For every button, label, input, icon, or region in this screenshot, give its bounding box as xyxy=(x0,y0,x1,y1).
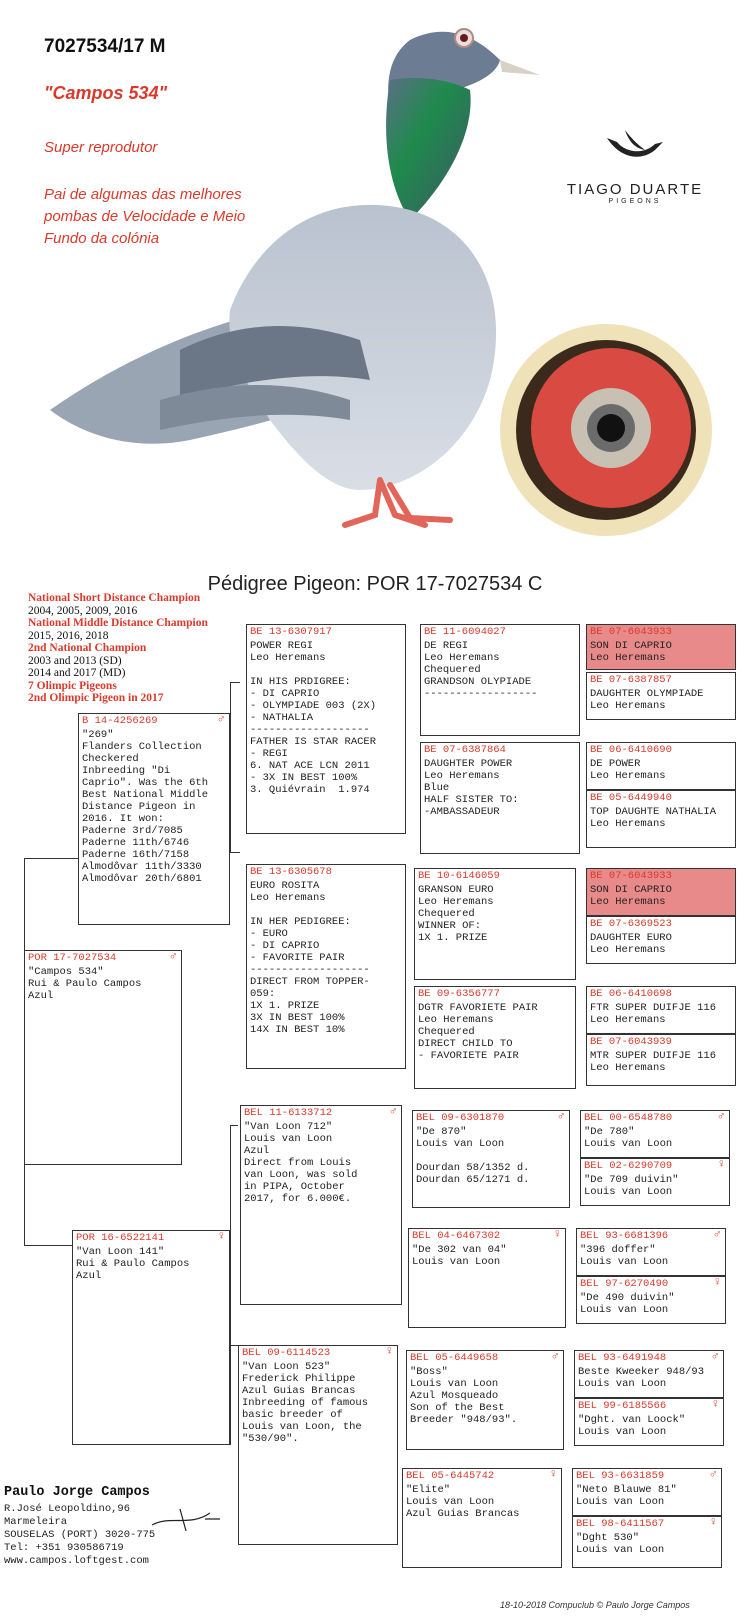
pigeon-info: DAUGHTER OLYMPIADE Leo Heremans xyxy=(590,688,704,712)
male-icon: ♂ xyxy=(717,1109,725,1123)
pedigree-ddd xyxy=(402,1468,562,1568)
pedigree-sire-dam xyxy=(246,864,406,1069)
pigeon-info: MTR SUPER DUIFJE 116 Leo Heremans xyxy=(590,1050,717,1074)
pedigree-gen4-box xyxy=(574,1398,724,1446)
description: Pai de algumas das melhores pombas de Velocidade e Meio Fundo da colónia xyxy=(44,186,246,247)
ring: BEL 99-6185566 xyxy=(578,1400,667,1412)
ring: BEL 05-6449658 xyxy=(410,1352,499,1364)
breeder-name: Paulo Jorge Campos xyxy=(4,1485,150,1500)
ring: BE 09-6356777 xyxy=(418,988,500,1000)
title-years: 2004, 2005, 2009, 2016 xyxy=(28,604,138,617)
signature xyxy=(150,1505,230,1535)
pigeon-info: GRANSON EURO Leo Heremans Chequered WINNER OF: 1X 1. PRIZE xyxy=(418,884,494,944)
pigeon-info: DAUGHTER EURO Leo Heremans xyxy=(590,932,672,956)
female-icon: ♀ xyxy=(717,1157,725,1171)
title-years: 2015, 2016, 2018 xyxy=(28,629,109,642)
title-item: National Short Distance Champion xyxy=(28,592,201,604)
pedigree-dsd xyxy=(408,1228,566,1328)
pedigree-gen4-box xyxy=(586,672,736,720)
ring: BE 07-6369523 xyxy=(590,918,672,930)
ring: BE 06-6410690 xyxy=(590,744,672,756)
female-icon: ♀ xyxy=(217,1229,225,1243)
pedigree-gen4-box xyxy=(586,742,736,790)
female-icon: ♀ xyxy=(711,1397,719,1411)
male-icon: ♂ xyxy=(713,1227,721,1241)
pigeon-info: "Van Loon 141" Rui & Paulo Campos Azul xyxy=(76,1246,190,1282)
pigeon-photo xyxy=(30,20,550,540)
ring: BE 05-6449940 xyxy=(590,792,672,804)
female-icon: ♀ xyxy=(553,1227,561,1241)
pedigree-sss xyxy=(420,624,580,736)
ring: BEL 00-6548780 xyxy=(584,1112,673,1124)
pigeon-info: EURO ROSITA Leo Heremans IN HER PEDIGREE: - EURO - DI CAPRIO - FAVORITE PAIR ------------------- DIRECT FROM TOPPER- 059: 1X 1. PRIZE 3X IN BEST 100% 14X IN BEST 10% xyxy=(250,880,370,1036)
ring: BE 13-6305678 xyxy=(250,866,332,878)
print-stamp: 18-10-2018 Compuclub © Paulo Jorge Campos xyxy=(500,1600,690,1610)
ring: BE 13-6307917 xyxy=(250,626,332,638)
female-icon: ♀ xyxy=(713,1275,721,1289)
eye-photo xyxy=(495,320,717,540)
title-item: 7 Olimpic Pigeons xyxy=(28,679,117,692)
ring: BEL 93-6491948 xyxy=(578,1352,667,1364)
male-icon: ♂ xyxy=(557,1109,565,1123)
ring: BEL 97-6270490 xyxy=(580,1278,669,1290)
ring: BEL 04-6467302 xyxy=(412,1230,501,1242)
female-icon: ♀ xyxy=(549,1467,557,1481)
pigeon-info: "396 doffer" Louis van Loon xyxy=(580,1244,669,1268)
pedigree-dam-dam xyxy=(238,1345,398,1545)
male-icon: ♂ xyxy=(217,712,225,726)
pigeon-info: DGTR FAVORIETE PAIR Leo Heremans Chequered DIRECT CHILD TO - FAVORIETE PAIR xyxy=(418,1002,538,1062)
pigeon-info: "Elite" Louis van Loon Azul Guias Brancas xyxy=(406,1484,520,1520)
pigeon-info: DE REGI Leo Heremans Chequered GRANDSON OLYPIADE ------------------ xyxy=(424,640,538,700)
titles-list xyxy=(28,592,208,705)
pedigree-sds xyxy=(414,868,576,980)
title-years: 2003 and 2013 (SD) 2014 and 2017 (MD) xyxy=(28,654,126,679)
pigeon-info: Beste Kweeker 948/93 Louis van Loon xyxy=(578,1366,705,1390)
pedigree-sire-sire xyxy=(246,624,406,834)
pedigree-gen4-box xyxy=(586,916,736,964)
pigeon-info: FTR SUPER DUIFJE 116 Leo Heremans xyxy=(590,1002,717,1026)
pedigree-gen4-box xyxy=(580,1110,730,1158)
dove-icon xyxy=(605,128,665,170)
pigeon-info: "Dght 530" Louis van Loon xyxy=(576,1532,665,1556)
ring: BEL 05-6445742 xyxy=(406,1470,495,1482)
breeder-address: R.José Leopoldino,96 Marmeleira SOUSELAS (PORT) 3020-775 Tel: +351 930586719 www.campos.loftgest.com xyxy=(4,1503,156,1567)
female-icon: ♀ xyxy=(709,1515,717,1529)
ring: BEL 98-6411567 xyxy=(576,1518,665,1530)
ring: BE 07-6043933 xyxy=(590,870,672,882)
pigeon-info: POWER REGI Leo Heremans IN HIS PRDIGREE: - DI CAPRIO - OLYMPIADE 003 (2X) - NATHALIA ------------------- FATHER IS STAR RACER - REGI 6. NAT ACE LCN 2011 - 3X IN BEST 100% 3. Quiévrain 1.974 xyxy=(250,640,377,796)
ring-number: 7027534/17 M xyxy=(44,36,166,57)
ring: BE 07-6043939 xyxy=(590,1036,672,1048)
pedigree-gen4-box xyxy=(572,1516,722,1568)
pedigree-title: Pédigree Pigeon: POR 17-7027534 C xyxy=(207,573,543,595)
pigeon-info: SON DI CAPRIO Leo Heremans xyxy=(590,640,672,664)
ring: BEL 93-6681396 xyxy=(580,1230,669,1242)
ring: BEL 09-6301870 xyxy=(416,1112,505,1124)
pedigree-dss xyxy=(412,1110,570,1208)
pedigree-dam xyxy=(72,1230,230,1445)
pedigree-subject xyxy=(24,950,182,1165)
ring: POR 17-7027534 xyxy=(28,952,117,964)
pigeon-info: "De 302 van 04" Louis van Loon xyxy=(412,1244,507,1268)
pedigree-sdd xyxy=(414,986,576,1089)
pedigree-gen4-box xyxy=(586,624,736,670)
pigeon-info: DE POWER Leo Heremans xyxy=(590,758,666,782)
pigeon-info: "De 490 duivin" Louis van Loon xyxy=(580,1292,675,1316)
ring: B 14-4256269 xyxy=(82,715,158,727)
pedigree-gen4-box xyxy=(586,1034,736,1086)
pedigree-gen4-box xyxy=(576,1228,726,1276)
ring: BE 07-6043933 xyxy=(590,626,672,638)
pedigree-gen4-box xyxy=(574,1350,724,1398)
pigeon-name: "Campos 534" xyxy=(44,83,168,103)
pigeon-info: "Dght. van Loock" Louis van Loon xyxy=(578,1414,686,1438)
male-icon: ♂ xyxy=(169,949,177,963)
pigeon-info: "269" Flanders Collection Checkered Inbreeding "Di Caprio". Was the 6th Best National Middle Distance Pigeon in 2016. It won: Paderne 3rd/7085 Paderne 11th/6746 Paderne 16th/7158 Almodôvar 11th/3330 Almodôvar 20th/6801 xyxy=(82,729,209,885)
pedigree-gen4-box xyxy=(586,790,736,848)
pigeon-info: "Van Loon 523" Frederick Philippe Azul Guias Brancas Inbreeding of famous basic breeder of Louis van Loon, the "530/90". xyxy=(242,1361,369,1445)
ring: BE 07-6387864 xyxy=(424,744,506,756)
pedigree-gen4-box xyxy=(586,868,736,916)
ring: BEL 02-6290709 xyxy=(584,1160,673,1172)
pigeon-info: "Boss" Louis van Loon Azul Mosqueado Son of the Best Breeder "948/93". xyxy=(410,1366,518,1426)
ring: BEL 11-6133712 xyxy=(244,1107,333,1119)
pigeon-info: "De 870" Louis van Loon Dourdan 58/1352 d. Dourdan 65/1271 d. xyxy=(416,1126,530,1186)
pigeon-info: SON DI CAPRIO Leo Heremans xyxy=(590,884,672,908)
pedigree-ssd xyxy=(420,742,580,854)
ring: BEL 93-6631859 xyxy=(576,1470,665,1482)
ring: POR 16-6522141 xyxy=(76,1232,165,1244)
pigeon-info: "De 780" Louis van Loon xyxy=(584,1126,673,1150)
title-item: 2nd National Champion xyxy=(28,642,147,654)
title-item: 2nd Olimpic Pigeon in 2017 xyxy=(28,692,164,704)
subtitle: Super reprodutor xyxy=(44,139,158,156)
brand-logo xyxy=(560,128,710,205)
male-icon: ♂ xyxy=(711,1349,719,1363)
pedigree-gen4-box xyxy=(572,1468,722,1516)
brand-name: TIAGO DUARTE xyxy=(566,181,704,198)
pigeon-info: "Van Loon 712" Louis van Loon Azul Direct from Louis van Loon, was sold in PIPA, October 2017, for 6.000€. xyxy=(244,1121,358,1205)
ring: BE 11-6094027 xyxy=(424,626,506,638)
pigeon-info: TOP DAUGHTE NATHALIA Leo Heremans xyxy=(590,806,717,830)
ring: BE 06-6410698 xyxy=(590,988,672,1000)
brand-sub: PIGEONS xyxy=(608,198,662,205)
pedigree-dds xyxy=(406,1350,564,1450)
male-icon: ♂ xyxy=(709,1467,717,1481)
ring: BE 07-6387857 xyxy=(590,674,672,686)
male-icon: ♂ xyxy=(551,1349,559,1363)
pigeon-info: DAUGHTER POWER Leo Heremans Blue HALF SISTER TO: -AMBASSADEUR xyxy=(424,758,519,818)
pigeon-info: "Neto Blauwe 81" Louis van Loon xyxy=(576,1484,677,1508)
pedigree-gen4-box xyxy=(576,1276,726,1324)
title-item: National Middle Distance Champion xyxy=(28,617,208,629)
pigeon-info: "Campos 534" Rui & Paulo Campos Azul xyxy=(28,966,142,1002)
ring: BEL 09-6114523 xyxy=(242,1347,331,1359)
pedigree-dam-sire xyxy=(240,1105,402,1305)
ring: BE 10-6146059 xyxy=(418,870,500,882)
pedigree-gen4-box xyxy=(586,986,736,1034)
pedigree-gen4-box xyxy=(580,1158,730,1206)
female-icon: ♀ xyxy=(385,1344,393,1358)
pigeon-info: "De 709 duivin" Louis van Loon xyxy=(584,1174,679,1198)
pedigree-sire xyxy=(78,713,230,925)
male-icon: ♂ xyxy=(389,1104,397,1118)
